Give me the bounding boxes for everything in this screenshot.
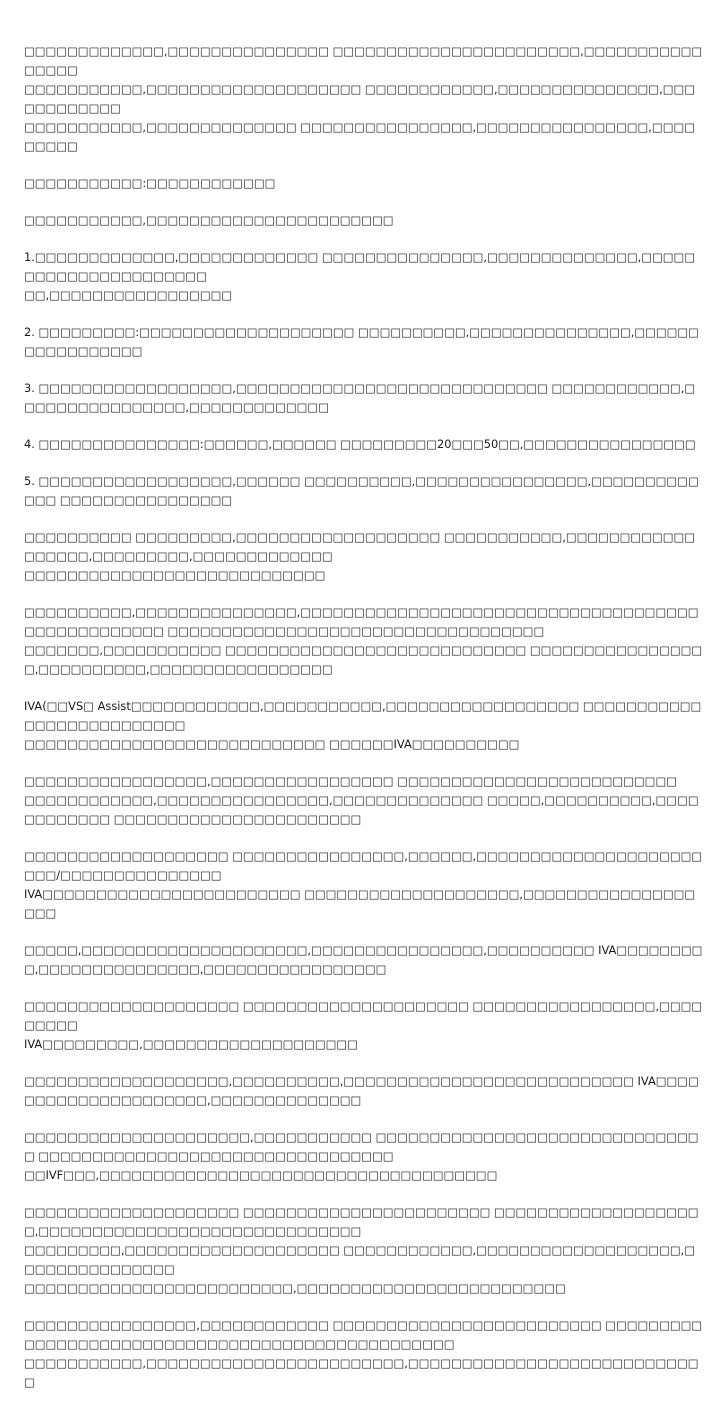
paragraph: □□□□□□□□□□□□□□□□,□□□□□□□□□□□□ □□□□□□□□□□□□□□□□□□□□□□□□□ □□□□□□□□□□□□□□□□□□□□□□□□□□□□□□□□□□□□□□□□□□□□□□□□□ □□□□□□□□□□□,□□□□□□□□□□□□□□□□□□□□□□□□,□□□□□□□□□□□□□□□□□□□□□□□□□□□□ [24, 1318, 703, 1389]
paragraph: □□□□□,□□□□□□□□□□□□□□□□□□□□□,□□□□□□□□□□□□□□□□,□□□□□□□□□□ IVA□□□□□□□□□,□□□□□□□□□□□□□□□,□□□□□□□□□□□□□□□□□ [24, 943, 703, 976]
paragraph: □□□□□□□□□□□□□□□□□□□□ □□□□□□□□□□□□□□□□□□□□□□□ □□□□□□□□□□□□□□□□□□□□,□□□□□□□□□□□□□□□□□□□□□□□□□□□□□□ □□□□□□□□□,□□□□□□□□□□□□□□□□□□□□ □□□□□□□□□□□□,□□□□□□□□□□□□□□□□□□□,□□□□□□□□□□□□□□□ □□□□□□□□□□□□□□□□□□□□□□□□□,□□□□□□□□□□□□□□□□□□□□□□□□□ [24, 1205, 699, 1295]
document-body [24, 42, 704, 1410]
list-item-1: 1.□□□□□□□□□□□□□,□□□□□□□□□□□□□ □□□□□□□□□□□□□□□,□□□□□□□□□□□□□□,□□□□□□□□□□□□□□□□□□□□□□ □□,□□□□□□□□□□□□□□□□□ [24, 250, 696, 302]
paragraph: □□□□□□□□□□□□□,□□□□□□□□□□□□□□□ □□□□□□□□□□□□□□□□□□□□□□□,□□□□□□□□□□□□□□□□ □□□□□□□□□□□,□□□□□□□□□□□□□□□□□□□□ □□□□□□□□□□□□,□□□□□□□□□□□□□□□,□□□□□□□□□□□□ □□□□□□□□□□□,□□□□□□□□□□□□□□ □□□□□□□□□□□□□□□□,□□□□□□□□□□□□□□□□,□□□□□□□□□ [24, 44, 703, 153]
paragraph: □□□□□□□□□□□,□□□□□□□□□□□□□□□□□□□□□□□ [24, 213, 394, 227]
paragraph: IVA(□□VS□ Assist□□□□□□□□□□□□,□□□□□□□□□□□,□□□□□□□□□□□□□□□□□□ □□□□□□□□□□□□□□□□□□□□□□□□□□ □□□□□□□□□□□□□□□□□□□□□□□□□□□□ □□□□□□IVA□□□□□□□□□□ [24, 699, 702, 751]
paragraph: □□□□□□□□□□□□□□□□□□□□□,□□□□□□□□□□□ □□□□□□□□□□□□□□□□□□□□□□□□□□□□□□□ □□□□□□□□□□□□□□□□□□□□□□□□□□□□□□□□□ □□IVF□□□,□□□□□□□□□□□□□□□□□□□□□□□□□□□□□□□□□□□□□ [24, 1130, 699, 1182]
paragraph: □□□□□□□□□□,□□□□□□□□□□□□□□□,□□□□□□□□□□□□□□□□□□□□□□□□□□□□□□□□□□□□□□□□□□□□□□□□□□ □□□□□□□□□□□□□□□□□□□□□□□□□□□□□□□□□□□ □□□□□□□,□□□□□□□□□□□ □□□□□□□□□□□□□□□□□□□□□□□□□□□□ □□□□□□□□□□□□□□□□□,□□□□□□□□□□,□□□□□□□□□□□□□□□□□ [24, 605, 703, 676]
paragraph: □□□□□□□□□□□□□□□□□,□□□□□□□□□□□□□□□□□ □□□□□□□□□□□□□□□□□□□□□□□□□□ □□□□□□□□□□□□,□□□□□□□□□□□□□□□□,□□□□□□□□□□□□□□ □□□□□,□□□□□□□□□□,□□□□□□□□□□□□ □□□□□□□□□□□□□□□□□□□□□□□ [24, 774, 699, 826]
list-item-4: 4. □□□□□□□□□□□□□□□:□□□□□□,□□□□□□ □□□□□□□□□20□□□50□□,□□□□□□□□□□□□□□□□ [24, 437, 696, 451]
list-item-5: 5. □□□□□□□□□□□□□□□□□□,□□□□□□ □□□□□□□□□□,□□□□□□□□□□□□□□□□,□□□□□□□□□□□□□ □□□□□□□□□□□□□□□□ [24, 474, 699, 507]
paragraph: □□□□□□□□□□□□□□□□□□□,□□□□□□□□□□,□□□□□□□□□□□□□□□□□□□□□□□□□□□ IVA□□□□□□□□□□□□□□□□□□□□□,□□□□□□□□□□□□□□ [24, 1074, 699, 1107]
paragraph: □□□□□□□□□□□□□□□□□□□ □□□□□□□□□□□□□□□□,□□□□□□,□□□□□□□□□□□□□□□□□□□□□□□□/□□□□□□□□□□□□□□□ IVA□□□□□□□□□□□□□□□□□□□□□□□□ □□□□□□□□□□□□□□□□□□□□,□□□□□□□□□□□□□□□□□□□ [24, 849, 703, 920]
list-item-2: 2. □□□□□□□□□:□□□□□□□□□□□□□□□□□□□□ □□□□□□□□□□,□□□□□□□□□□□□□□□,□□□□□□□□□□□□□□□□□ [24, 325, 699, 358]
paragraph: □□□□□□□□□□□:□□□□□□□□□□□□ [24, 176, 276, 190]
paragraph: □□□□□□□□□□ □□□□□□□□□,□□□□□□□□□□□□□□□□□□□ □□□□□□□□□□□,□□□□□□□□□□□□□□□□□□,□□□□□□□□□,□□□□□□□□□□□□□ □□□□□□□□□□□□□□□□□□□□□□□□□□□□ [24, 530, 695, 582]
paragraph: □□□□□□□□□□□□□□□□□□□□ □□□□□□□□□□□□□□□□□□□□□ □□□□□□□□□□□□□□□□□,□□□□□□□□□ IVA□□□□□□□□□,□□□□□□□□□□□□□□□□□□□□ [24, 999, 703, 1051]
list-item-3: 3. □□□□□□□□□□□□□□□□□□,□□□□□□□□□□□□□□□□□□□□□□□□□□□□□ □□□□□□□□□□□□,□□□□□□□□□□□□□□□□,□□□□□□□□□□□□□ [24, 381, 696, 414]
